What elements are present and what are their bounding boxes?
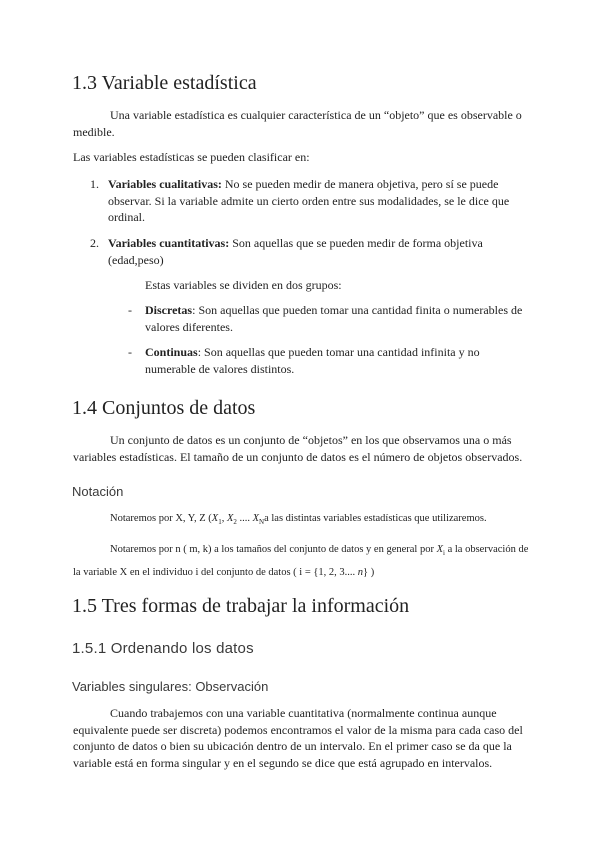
paragraph-conjunto-datos: Un conjunto de datos es un conjunto de “objetos” en los que observamos una o más variables estadísticas. El tamaño de un conjunto de datos es el número de objetos observados. (73, 433, 523, 464)
section-title-1-5: 1.5 Tres formas de trabajar la información (72, 595, 410, 617)
notation-line-1: Notaremos por X, Y, Z ($X_1$, $X_2$ .... $X_Na$ las distintas variables estadísticas que utilizaremos. (110, 513, 487, 526)
list-number-2: 2. (90, 236, 99, 250)
bullet-discretas: - (128, 303, 132, 317)
text-discretas: : Son aquellas que pueden tomar una cantidad finita o numerables de valores diferentes. (145, 303, 523, 334)
paragraph-definition: Una variable estadística es cualquier característica de un “objeto” que es observable o medible. (73, 108, 522, 139)
list-number-1: 1. (90, 177, 99, 191)
paragraph-classify: Las variables estadísticas se pueden clasificar en: (73, 150, 310, 164)
term-cualitativas: Variables cualitativas: (108, 177, 222, 191)
section-title-1-3: 1.3 Variable estadística (72, 72, 257, 94)
notation-heading: Notación (72, 484, 124, 499)
paragraph-groups-intro: Estas variables se dividen en dos grupos: (145, 278, 342, 292)
list-item-cuantitativas (108, 235, 523, 268)
subsubsection-title-singulares: Variables singulares: Observación (72, 679, 269, 694)
text-cuantitativas: Son aquellas que se pueden medir de forma objetiva (edad,peso) (108, 236, 483, 267)
list-item-continuas (145, 344, 505, 377)
notation-line-2: Notaremos por n ( m, k) a los tamaños del conjunto de datos y en general por $X_i$ a la observación de la variable X en el individuo i del conjunto de datos ( i = {1, 2, 3.... n} ) (73, 544, 529, 578)
bullet-continuas: - (128, 345, 132, 359)
section-title-1-4: 1.4 Conjuntos de datos (72, 397, 256, 419)
term-cuantitativas: Variables cuantitativas: (108, 236, 230, 250)
list-item-cualitativas (108, 176, 523, 226)
list-item-discretas (145, 302, 530, 335)
text-continuas: : Son aquellas que pueden tomar una cantidad infinita y no numerable de valores distintos. (145, 345, 480, 376)
paragraph-ordenando-datos: Cuando trabajemos con una variable cuantitativa (normalmente continua aunque equivalente puede ser discreta) podemos encontramos el valor de la misma para cada caso del conjunto de datos o bien su ubicación dentro de un intervalo. En el primer caso se da que la variable está en forma singular y en el segundo se dice que está agrupado en intervalos. (73, 706, 523, 770)
term-discretas: Discretas (145, 303, 193, 317)
subsection-title-1-5-1: 1.5.1 Ordenando los datos (72, 640, 254, 657)
term-continuas: Continuas (145, 345, 198, 359)
text-cualitativas: No se pueden medir de manera objetiva, pero sí se puede observar. Si la variable admite un cierto orden entre sus modalidades, se le dice que ordinal. (108, 177, 510, 224)
